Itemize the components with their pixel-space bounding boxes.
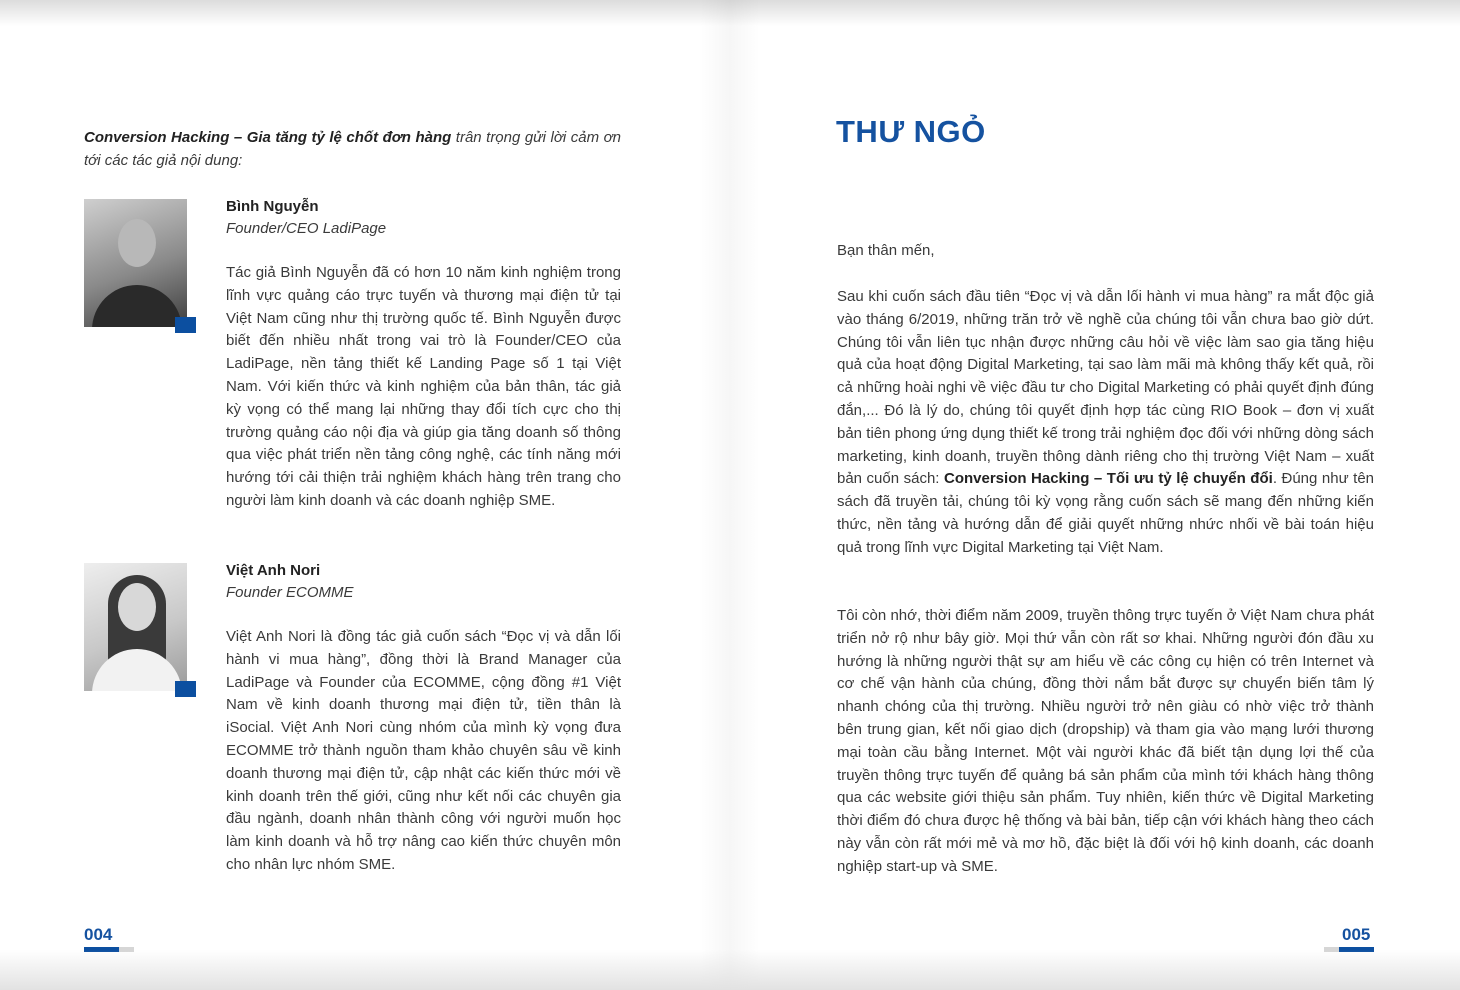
- page-number-left: 004: [84, 925, 113, 944]
- photo-accent-square: [175, 681, 196, 697]
- page-title: THƯ NGỎ: [836, 114, 986, 149]
- author-bio: Tác giả Bình Nguyễn đã có hơn 10 năm kinh nghiệm trong lĩnh vực quảng cáo trực tuyến và thương mại điện tử tại Việt Nam cũng như thị trường quốc tế. Bình Nguyễn được biết đến nhiều nhất trong vai trò là Founder/CEO của LadiPage, nền tảng thiết kế Landing Page số 1 tại Việt Nam. Với kiến thức và kinh nghiệm của bản thân, tác giả kỳ vọng có thể mang lại những thay đổi tích cực cho thị trường quảng cáo nội địa và giúp gia tăng doanh số thông qua việc phát triển nền tảng công nghệ, các tính năng mới hướng tới cải thiện trải nghiệm khách hàng trên trang cho người làm kinh doanh và các doanh nghiệp SME.: [226, 264, 621, 509]
- letter-paragraph-1: Sau khi cuốn sách đầu tiên “Đọc vị và dẫn lối hành vi mua hàng” ra mắt độc giả vào tháng 6/2019, những trăn trở về nghề của chúng tôi vẫn chưa bao giờ dứt. Chúng tôi vẫn liên tục nhận được những câu hỏi về việc làm sao gia tăng hiệu quả của hoạt động Digital Marketing, tại sao làm mãi mà không thấy kết quả, rồi cả những hoài nghi về việc đầu tư cho Digital Marketing có phải quyết định đúng đắn,... Đó là lý do, chúng tôi quyết định hợp tác cùng RIO Book – đơn vị xuất bản tiên phong ứng dụng thiết kế trong trải nghiệm đọc đối với những dòng sách marketing, kinh doanh, truyền thông dành riêng cho thị trường Việt Nam – xuất bản cuốn sách: Conversion Hacking – Tối ưu tỷ lệ chuyển đổi. Đúng như tên sách đã truyền tải, chúng tôi kỳ vọng rằng cuốn sách sẽ mang đến những kiến thức, nền tảng và hướng dẫn để giải quyết những nhức nhối về bài toán hiệu quả trong lĩnh vực Digital Marketing tại Việt Nam.: [837, 288, 1375, 556]
- intro-book-title: Conversion Hacking – Gia tăng tỷ lệ chốt đơn hàng: [84, 129, 452, 146]
- letter-paragraph-2: Tôi còn nhớ, thời điểm năm 2009, truyền thông trực tuyến ở Việt Nam chưa phát triển nở rộ như bây giờ. Mọi thứ vẫn còn rất sơ khai. Những người đón đầu xu hướng là những người thật sự am hiểu về các công cụ hiện có trên Internet và cơ chế vận hành của chúng, đồng thời nắm bắt được sự chuyển biến tâm lý nhanh chóng của thị trường. Nhiều người trở nên giàu có nhờ việc trở thành bên trung gian, kết nối giao dịch (dropship) và tham gia vào mạng lưới thương mại toàn cầu bằng Internet. Một vài người khác đã biết tận dụng lợi thế của truyền thông trực tuyến để quảng bá sản phẩm của mình tới khách hàng thông qua các website giới thiệu sản phẩm. Tuy nhiên, kiến thức về Digital Marketing thời điểm đó chưa được hệ thống và bài bản, tiếp cận với khách hàng theo cách này vẫn còn rất mới mẻ và mơ hồ, đặc biệt là đối với hộ kinh doanh, các doanh nghiệp start-up và SME.: [837, 607, 1374, 875]
- intro-text: [84, 126, 621, 172]
- book-title-bold: Conversion Hacking – Tối ưu tỷ lệ chuyển đổi: [944, 470, 1273, 488]
- author-bio: Việt Anh Nori là đồng tác giả cuốn sách “Đọc vị và dẫn lối hành vi mua hàng”, đồng thời là Brand Manager của LadiPage và Founder của ECOMME, cộng đồng #1 Việt Nam về kinh doanh thương mại điện tử, tiền thân là iSocial. Việt Anh Nori cùng nhóm của mình kỳ vọng đưa ECOMME trở thành nguồn tham khảo chuyên sâu về kinh doanh thương mại điện tử, cập nhật các kiến thức mới về kinh doanh trên thế giới, cũng như kết nối các chuyên gia đầu ngành, doanh nhân thành công với người muốn học làm kinh doanh và hỗ trợ nâng cao kiến thức chuyên môn cho nhân lực nhóm SME.: [226, 628, 621, 873]
- author-name: Bình Nguyễn: [226, 198, 319, 215]
- author-name: Việt Anh Nori: [226, 562, 321, 579]
- page-number-right: 005: [1342, 925, 1371, 944]
- author-role: Founder ECOMME: [226, 584, 354, 601]
- author-role: Founder/CEO LadiPage: [226, 220, 387, 237]
- bottom-shadow: [0, 950, 1460, 990]
- book-spine: [700, 0, 760, 990]
- photo-accent-square: [175, 317, 196, 333]
- author-photo: [84, 199, 187, 327]
- author-photo: [84, 563, 187, 691]
- letter-greeting: Bạn thân mến,: [837, 242, 935, 259]
- intro-rest: trân trọng gửi lời cảm ơn tới các tác giả nội dung:: [84, 129, 621, 169]
